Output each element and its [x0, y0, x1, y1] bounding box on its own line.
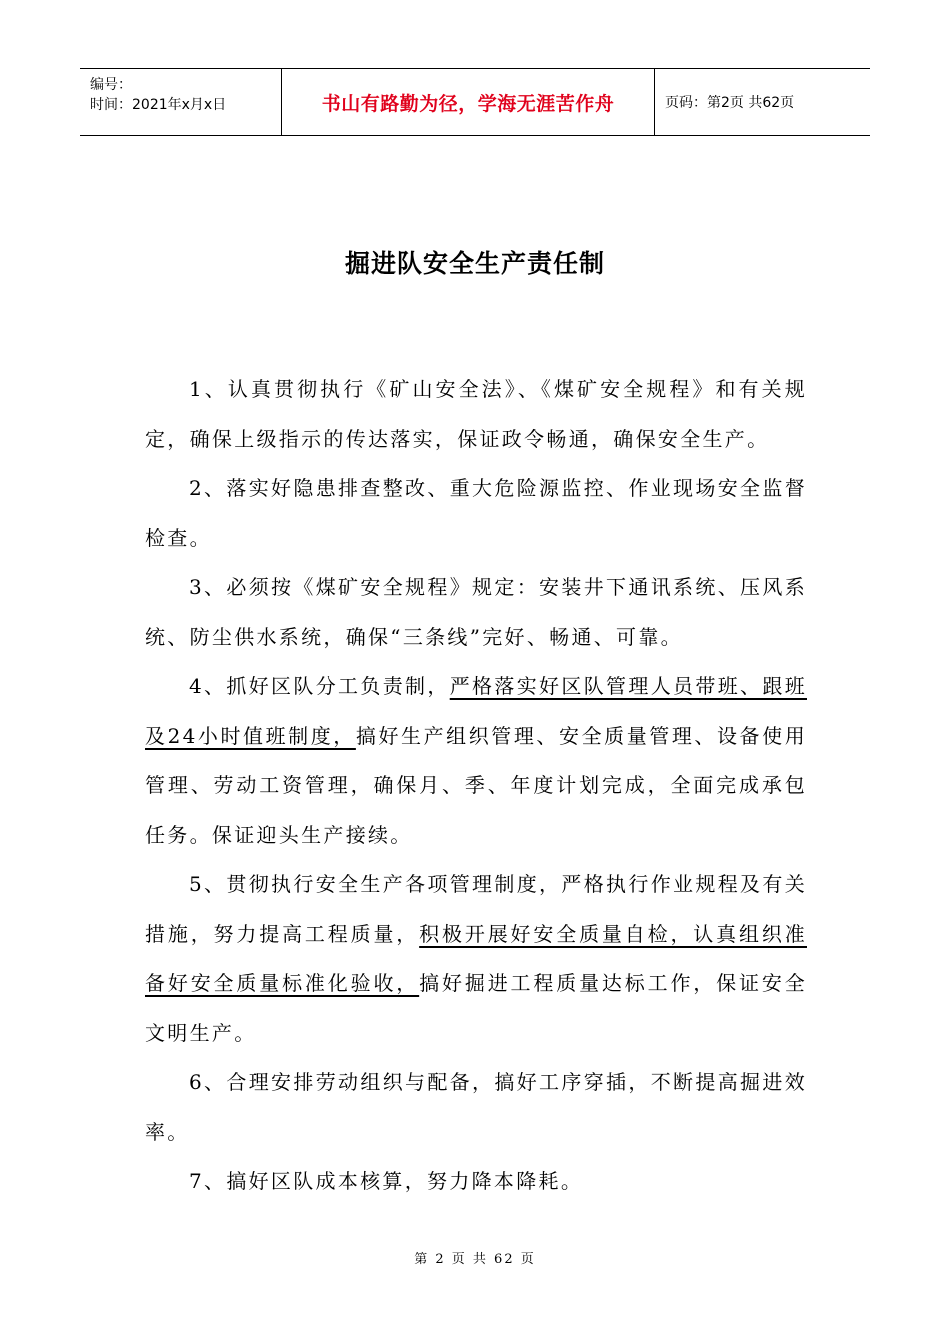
document-header [80, 68, 870, 136]
paragraph-2: 2、落实好隐患排查整改、重大危险源监控、作业现场安全监督检查。 [145, 476, 807, 550]
paragraph-4-rest: 搞好生产组织管理、安全质量管理、设备使用管理、劳动工资管理，确保月、季、年度计划完成，全面完成承包任务。保证迎头生产接续。 [145, 723, 807, 847]
paragraph-5 [145, 860, 807, 1058]
paragraph-1: 1、认真贯彻执行《矿山安全法》、《煤矿安全规程》和有关规定，确保上级指示的传达落实，保证政令畅通，确保安全生产。 [145, 377, 807, 451]
paragraph-4-underlined: 严格落实好区队管理人员带班、跟班及24小时值班制度， [145, 674, 807, 748]
paragraph-3: 3、必须按《煤矿安全规程》规定：安装井下通讯系统、压风系统、防尘供水系统，确保“三条线”完好、畅通、可靠。 [145, 575, 807, 649]
paragraph-5-underlined: 积极开展好安全质量自检，认真组织准备好安全质量标准化验收， [145, 921, 807, 995]
document-date-label: 时间：2021年x月x日 [90, 97, 227, 113]
header-motto: 书山有路勤为径，学海无涯苦作舟 [282, 69, 655, 135]
paragraph-4-lead: 4、抓好区队分工负责制， [189, 674, 450, 698]
header-meta [80, 69, 282, 135]
paragraph-6: 6、合理安排劳动组织与配备，搞好工序穿插，不断提高掘进效率。 [145, 1070, 807, 1144]
paragraph-4 [145, 662, 807, 860]
paragraph-5-rest: 搞好掘进工程质量达标工作，保证安全文明生产。 [145, 971, 807, 1045]
document-number-label: 编号： [90, 77, 132, 93]
paragraph-5-lead: 5、贯彻执行安全生产各项管理制度，严格执行作业规程及有关措施，努力提高工程质量， [145, 872, 807, 946]
document-title: 掘进队安全生产责任制 [344, 249, 605, 278]
paragraph-7: 7、搞好区队成本核算，努力降本降耗。 [189, 1169, 584, 1193]
header-page-code: 页码：第2页 共62页 [665, 95, 795, 111]
page-footer: 第 2 页 共 62 页 [414, 1252, 536, 1267]
document-body [145, 365, 807, 1207]
